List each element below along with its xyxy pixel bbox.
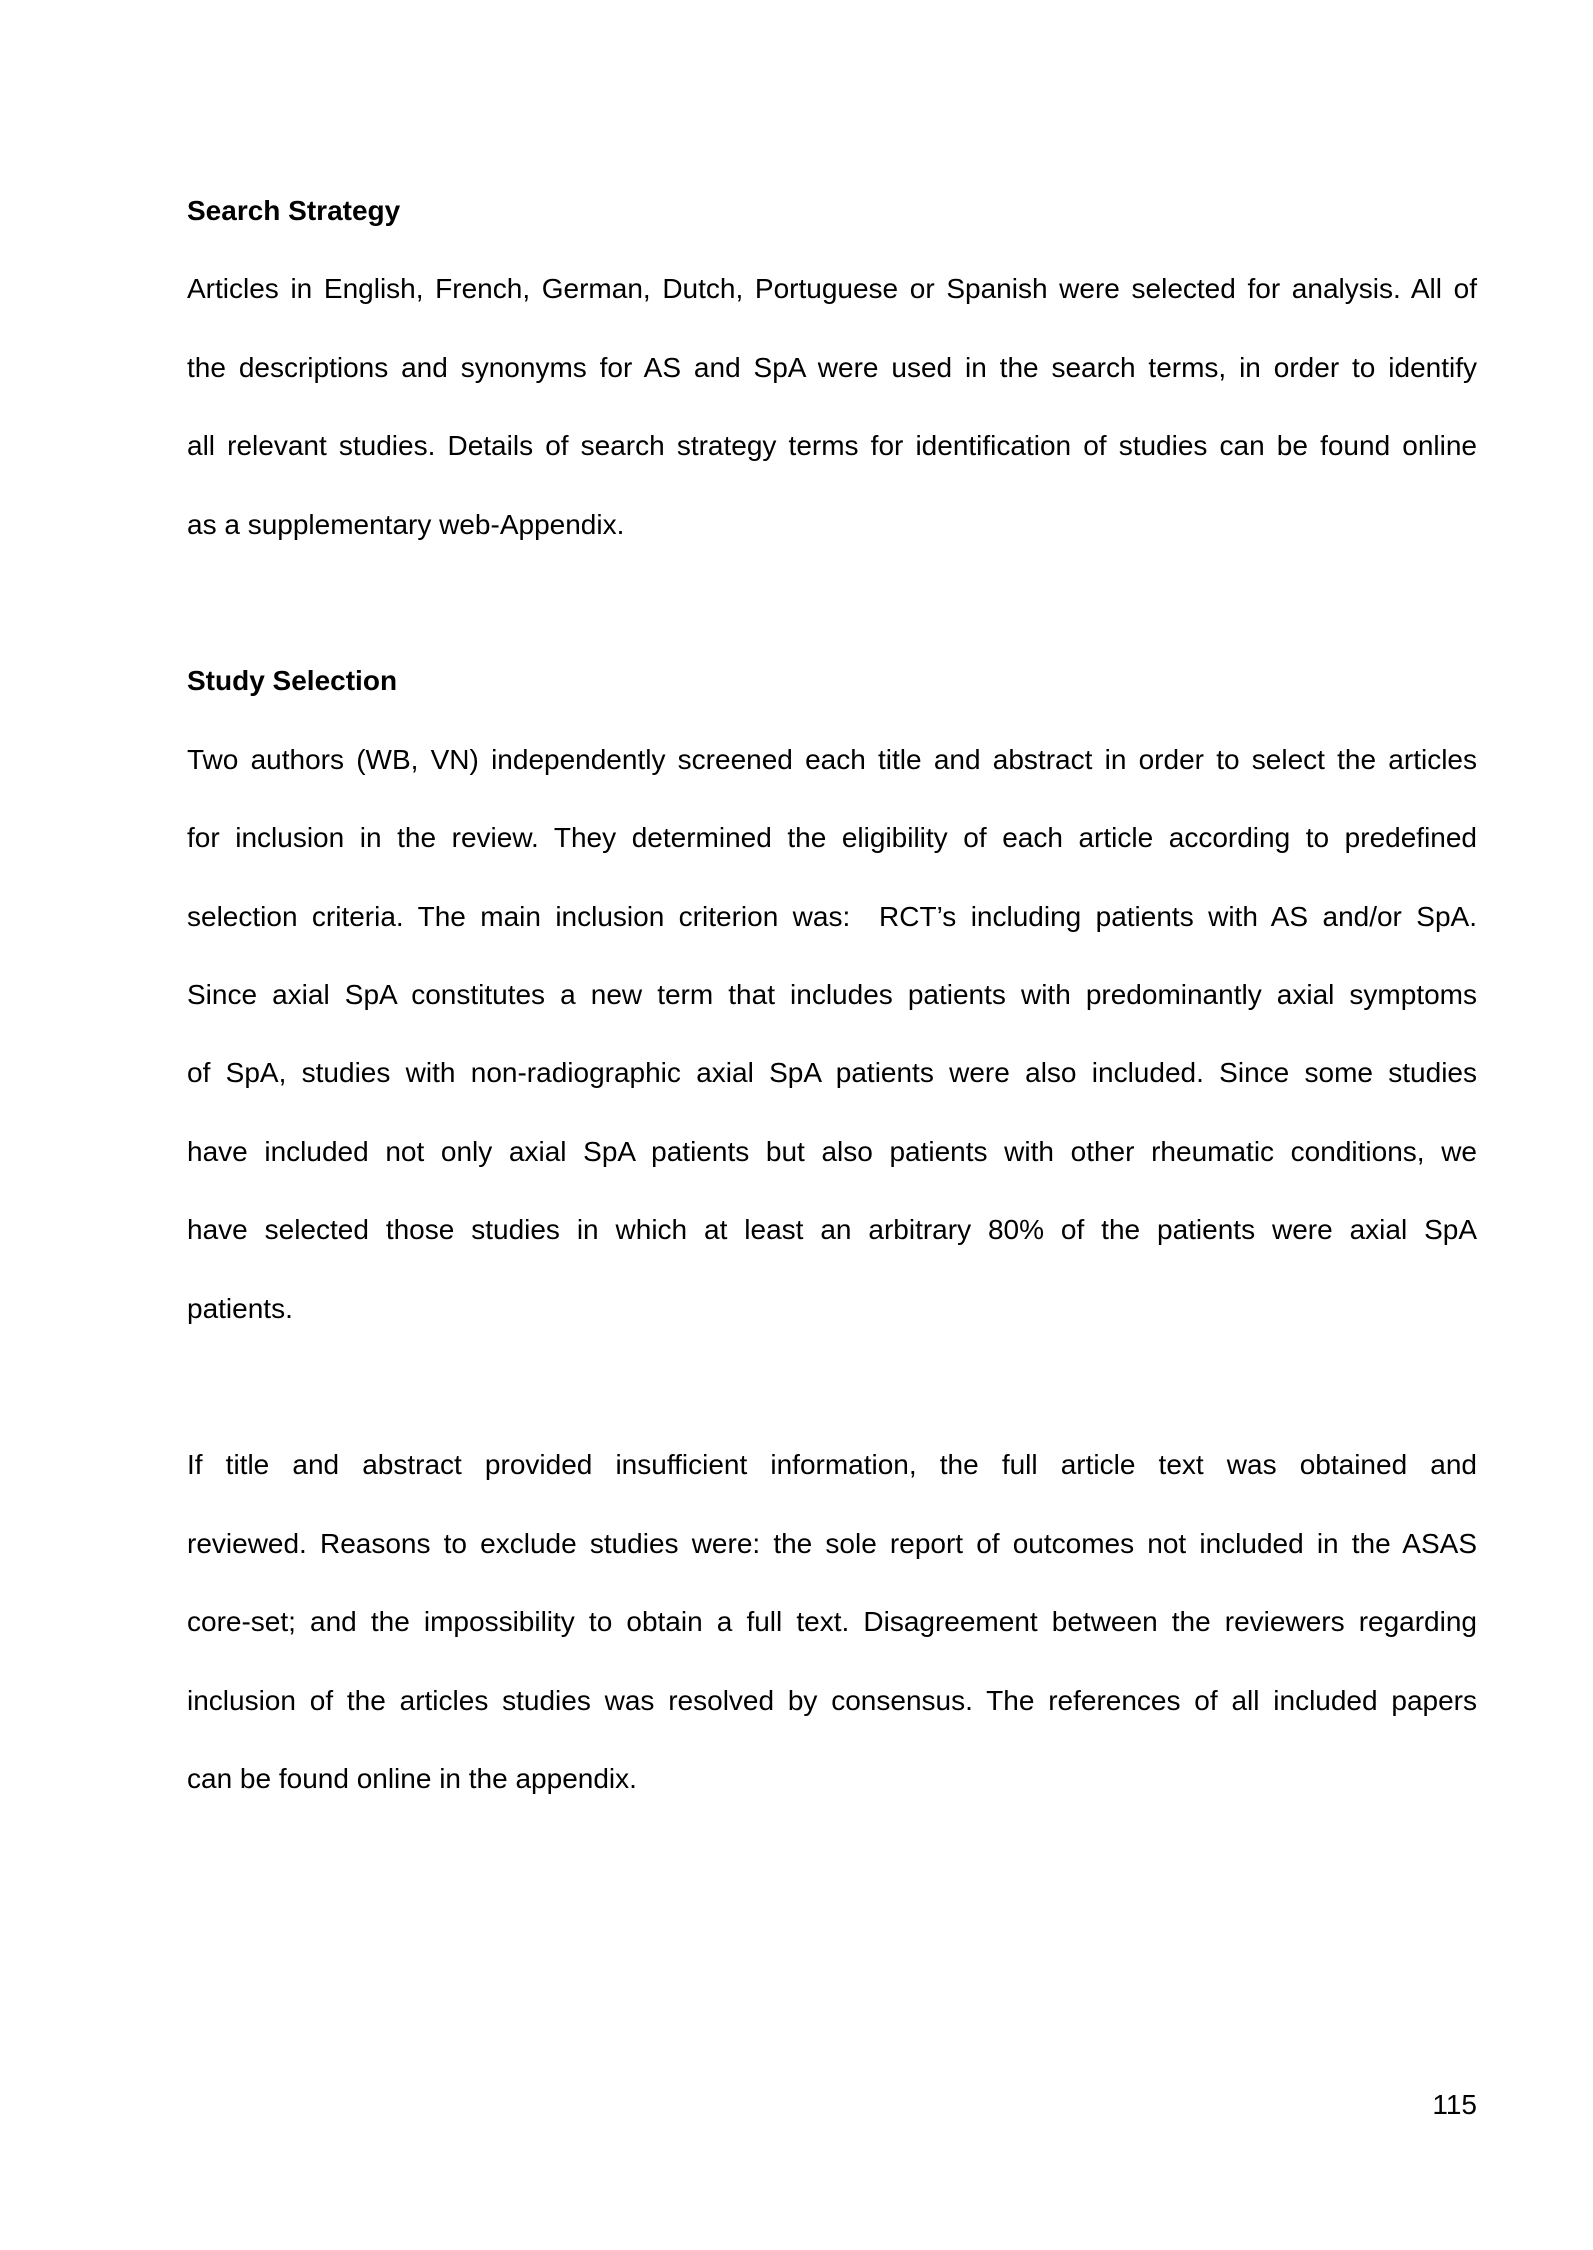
text-line: patients.	[187, 1292, 293, 1324]
text-line: Articles in English, French, German, Dutch, Portuguese or Spanish were selected for analysis. All of	[187, 273, 1477, 305]
text-line: core-set; and the impossibility to obtain a full text. Disagreement between the reviewers regarding	[187, 1606, 1477, 1638]
blank-line	[187, 1348, 1477, 1426]
text-line: of SpA, studies with non-radiographic axial SpA patients were also included. Since some studies	[187, 1057, 1477, 1089]
text-line: as a supplementary web-Appendix.	[187, 508, 625, 540]
text-line: Since axial SpA constitutes a new term that includes patients with predominantly axial symptoms	[187, 979, 1477, 1011]
page-content	[187, 172, 1477, 1819]
section-search-strategy	[187, 172, 1477, 564]
text-line: inclusion of the articles studies was resolved by consensus. The references of all included papers	[187, 1684, 1477, 1716]
blank-line	[187, 564, 1477, 642]
text-line: for inclusion in the review. They determined the eligibility of each article according to predefined	[187, 822, 1477, 854]
page-number: 115	[1432, 2089, 1477, 2120]
text-line: the descriptions and synonyms for AS and SpA were used in the search terms, in order to identify	[187, 351, 1477, 383]
text-line: If title and abstract provided insufficient information, the full article text was obtained and	[187, 1449, 1477, 1481]
section-heading: Study Selection	[187, 665, 398, 697]
text-line: have selected those studies in which at least an arbitrary 80% of the patients were axial SpA	[187, 1214, 1477, 1246]
text-line: all relevant studies. Details of search strategy terms for identification of studies can be found online	[187, 430, 1477, 462]
text-line: selection criteria. The main inclusion criterion was: RCT’s including patients with AS and/or SpA.	[187, 900, 1477, 932]
text-line: reviewed. Reasons to exclude studies were: the sole report of outcomes not included in the ASAS	[187, 1527, 1477, 1559]
text-line: Two authors (WB, VN) independently screened each title and abstract in order to select the articles	[187, 743, 1477, 775]
section-study-selection	[187, 642, 1477, 1818]
section-heading: Search Strategy	[187, 195, 401, 226]
text-line: have included not only axial SpA patients but also patients with other rheumatic conditions, we	[187, 1135, 1477, 1167]
text-line: can be found online in the appendix.	[187, 1763, 637, 1795]
